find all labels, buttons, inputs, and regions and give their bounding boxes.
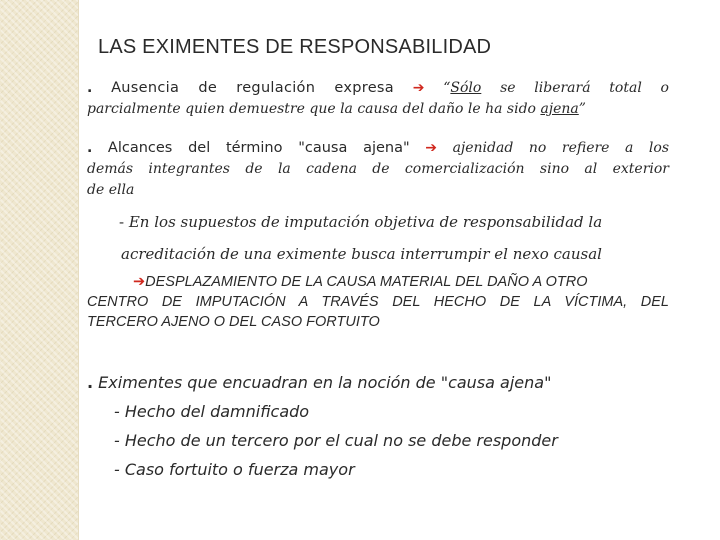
p3-line-1-text: En los supuestos de imputación objetiva de responsabilidad la [128,213,603,231]
p3-line-2: acreditación de una eximente busca interrumpir el nexo causal [121,245,602,263]
paragraph-objective-imputation [87,206,669,270]
p1-quote-rest: se liberará total o [500,80,669,96]
p3-line-1 [87,206,669,238]
quote-open: “ [443,80,451,96]
arrow-right-icon: ➔ [425,140,437,156]
bullet: . [87,80,93,96]
list-item: - Caso fortuito o fuerza mayor [114,460,355,479]
bullet: . [87,373,94,392]
p4-line-2: CENTRO DE IMPUTACIÓN A TRAVÉS DEL HECHO DE LA VÍCTIMA, DEL [87,294,669,310]
quote-close: ” [578,101,586,117]
quote-word-ajena: ajena [540,101,579,117]
paragraph-scope-term [87,138,669,201]
arrow-right-icon: ➔ [133,274,146,290]
paragraph-absence-regulation [87,78,669,120]
paragraph-exemptions-heading [87,372,669,393]
p1-line-1 [87,78,669,99]
p4-line-1 [87,272,669,292]
paragraph-displacement [87,272,669,332]
slide-title: LAS EXIMENTES DE RESPONSABILIDAD [98,36,492,58]
bullet: . [87,140,93,156]
decorative-sidebar [0,0,79,540]
p1-lead: Ausencia de regulación expresa [111,80,394,96]
list-item: - Hecho de un tercero por el cual no se debe responder [114,431,558,450]
dash: - [119,213,125,231]
arrow-right-icon: ➔ [412,80,425,96]
p1-line-2 [87,99,669,120]
quote-word-solo: Sólo [450,80,482,96]
p2-line-1 [87,138,669,159]
list-item: - Hecho del damnificado [114,402,310,421]
p2-lead: Alcances del término "causa ajena" [107,140,410,156]
p4-line-1-text: DESPLAZAMIENTO DE LA CAUSA MATERIAL DEL DAÑO A OTRO [145,274,588,290]
p1-line-2-text: parcialmente quien demuestre que la causa del daño le ha sido [87,101,536,117]
p2-line-3: de ella [87,182,135,198]
p2-line-2: demás integrantes de la cadena de comercialización sino al exterior [87,161,669,177]
exemptions-heading: Eximentes que encuadran en la noción de "causa ajena" [98,373,552,392]
p4-line-3: TERCERO AJENO O DEL CASO FORTUITO [87,314,380,330]
p2-line-1-rest: ajenidad no refiere a los [452,140,670,156]
